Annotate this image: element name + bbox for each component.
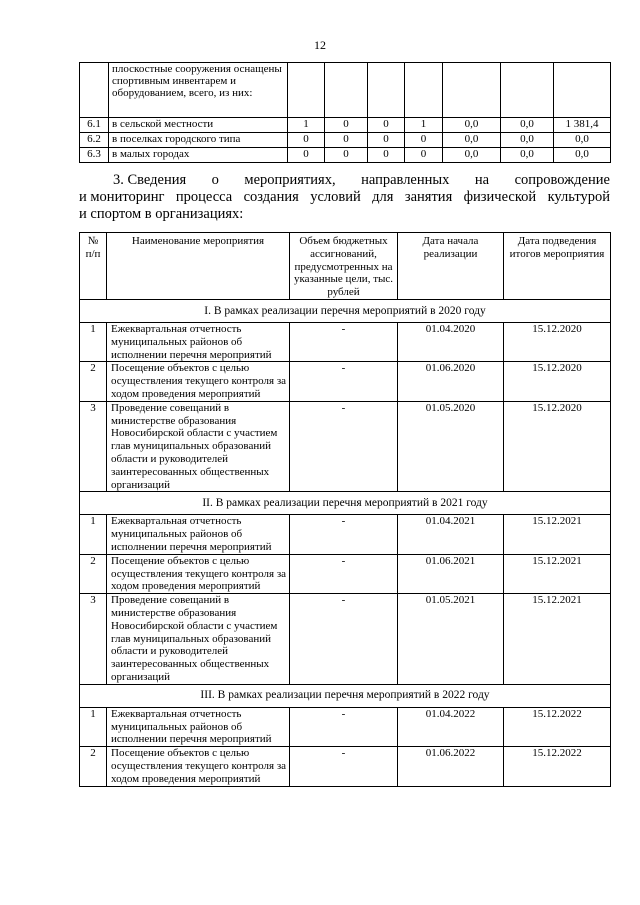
cell-value: 0 bbox=[368, 133, 405, 148]
paragraph-line bbox=[79, 189, 610, 206]
paragraph-word: направленных bbox=[361, 172, 450, 188]
table-header-row bbox=[80, 233, 611, 300]
table-row bbox=[80, 401, 611, 492]
section-title: II. В рамках реализации перечня мероприятий в 2021 году bbox=[80, 492, 611, 515]
paragraph-line: и спортом в организациях: bbox=[79, 206, 244, 222]
cell-value: 0,0 bbox=[501, 118, 554, 133]
row-name: Посещение объектов с целью осуществления текущего контроля за ходом проведения мероприятий bbox=[107, 362, 290, 401]
row-end: 15.12.2020 bbox=[504, 362, 611, 401]
row-number: 1 bbox=[80, 515, 107, 554]
row-name: Посещение объектов с целью осуществления текущего контроля за ходом проведения мероприятий bbox=[107, 554, 290, 593]
cell-value: 1 bbox=[288, 118, 325, 133]
cell-value: 0 bbox=[405, 133, 443, 148]
row-start: 01.06.2021 bbox=[398, 554, 504, 593]
row-start: 01.04.2020 bbox=[398, 323, 504, 362]
row-number: 2 bbox=[80, 362, 107, 401]
row-start: 01.04.2022 bbox=[398, 707, 504, 746]
cell-value: 0,0 bbox=[554, 148, 611, 163]
row-number: 6.3 bbox=[80, 148, 109, 163]
paragraph-word: на bbox=[474, 172, 490, 188]
row-number: 3 bbox=[80, 401, 107, 492]
table-row bbox=[80, 148, 611, 163]
row-name: в сельской местности bbox=[109, 118, 288, 133]
row-budget: - bbox=[290, 707, 398, 746]
section-title: III. В рамках реализации перечня мероприятий в 2022 году bbox=[80, 684, 611, 707]
row-end: 15.12.2022 bbox=[504, 707, 611, 746]
row-end: 15.12.2020 bbox=[504, 323, 611, 362]
section-row bbox=[80, 300, 611, 323]
row-name: Посещение объектов с целью осуществления текущего контроля за ходом проведения мероприятий bbox=[107, 747, 290, 786]
cell-value: 0 bbox=[325, 118, 368, 133]
section-row bbox=[80, 684, 611, 707]
row-end: 15.12.2021 bbox=[504, 515, 611, 554]
measures-table bbox=[79, 232, 611, 787]
cell-value: 0,0 bbox=[554, 133, 611, 148]
cell-value: 0 bbox=[325, 148, 368, 163]
row-budget: - bbox=[290, 554, 398, 593]
cell-value: 1 381,4 bbox=[554, 118, 611, 133]
paragraph-word: для bbox=[372, 189, 394, 205]
section-title: I. В рамках реализации перечня мероприятий в 2020 году bbox=[80, 300, 611, 323]
paragraph-word: и мониторинг bbox=[79, 189, 165, 205]
header-name: Наименование мероприятия bbox=[107, 233, 290, 300]
row-start: 01.05.2021 bbox=[398, 594, 504, 685]
paragraph-word: создания bbox=[243, 189, 299, 205]
row-name: Ежеквартальная отчетность муниципальных районов об исполнении перечня мероприятий bbox=[107, 515, 290, 554]
row-name: плоскостные сооружения оснащены спортивным инвентарем и оборудованием, всего, из них: bbox=[109, 63, 288, 118]
table-row bbox=[80, 63, 611, 118]
paragraph-word: культурой bbox=[547, 189, 610, 205]
table-row bbox=[80, 515, 611, 554]
cell-value: 0 bbox=[325, 133, 368, 148]
paragraph-word: о bbox=[211, 172, 219, 188]
cell-value: 0 bbox=[368, 148, 405, 163]
cell-value: 0 bbox=[368, 118, 405, 133]
row-budget: - bbox=[290, 323, 398, 362]
row-budget: - bbox=[290, 747, 398, 786]
paragraph-word: сопровождение bbox=[514, 172, 610, 188]
section-paragraph bbox=[79, 172, 610, 223]
row-number: 1 bbox=[80, 323, 107, 362]
row-number: 2 bbox=[80, 554, 107, 593]
table-row bbox=[80, 554, 611, 593]
cell-value: 0,0 bbox=[443, 148, 501, 163]
row-start: 01.06.2022 bbox=[398, 747, 504, 786]
table-row bbox=[80, 362, 611, 401]
row-end: 15.12.2022 bbox=[504, 747, 611, 786]
row-name: Ежеквартальная отчетность муниципальных районов об исполнении перечня мероприятий bbox=[107, 323, 290, 362]
cell-value: 0,0 bbox=[443, 118, 501, 133]
row-number: 6.2 bbox=[80, 133, 109, 148]
row-name: Ежеквартальная отчетность муниципальных районов об исполнении перечня мероприятий bbox=[107, 707, 290, 746]
row-end: 15.12.2020 bbox=[504, 401, 611, 492]
header-start: Дата начала реализации bbox=[398, 233, 504, 300]
row-budget: - bbox=[290, 401, 398, 492]
row-number: 2 bbox=[80, 747, 107, 786]
row-name: в поселках городского типа bbox=[109, 133, 288, 148]
row-number: 3 bbox=[80, 594, 107, 685]
table-row bbox=[80, 747, 611, 786]
row-name: в малых городах bbox=[109, 148, 288, 163]
row-end: 15.12.2021 bbox=[504, 594, 611, 685]
cell-value: 1 bbox=[405, 118, 443, 133]
paragraph-word: условий bbox=[310, 189, 361, 205]
header-end: Дата подведения итогов мероприятия bbox=[504, 233, 611, 300]
table-row bbox=[80, 707, 611, 746]
table-row bbox=[80, 594, 611, 685]
row-budget: - bbox=[290, 362, 398, 401]
cell-value: 0 bbox=[405, 148, 443, 163]
table-row bbox=[80, 323, 611, 362]
paragraph-line bbox=[79, 172, 610, 189]
paragraph-word: занятия bbox=[404, 189, 453, 205]
page-number: 12 bbox=[314, 38, 326, 52]
table-row bbox=[80, 118, 611, 133]
row-number: 1 bbox=[80, 707, 107, 746]
paragraph-word: физической bbox=[463, 189, 537, 205]
table-row bbox=[80, 133, 611, 148]
cell-value: 0,0 bbox=[501, 148, 554, 163]
row-number bbox=[80, 63, 109, 118]
indicators-table bbox=[79, 62, 611, 163]
cell-value: 0 bbox=[288, 133, 325, 148]
header-budget: Объем бюджетных ассигнований, предусмотренных на указанные цели, тыс. рублей bbox=[290, 233, 398, 300]
paragraph-word: мероприятиях, bbox=[244, 172, 336, 188]
cell-value: 0,0 bbox=[443, 133, 501, 148]
header-num: № п/п bbox=[80, 233, 107, 300]
paragraph-word: процесса bbox=[175, 189, 233, 205]
row-budget: - bbox=[290, 515, 398, 554]
row-number: 6.1 bbox=[80, 118, 109, 133]
section-row bbox=[80, 492, 611, 515]
row-start: 01.05.2020 bbox=[398, 401, 504, 492]
paragraph-word: 3. Сведения bbox=[113, 172, 187, 188]
row-budget: - bbox=[290, 594, 398, 685]
cell-value: 0,0 bbox=[501, 133, 554, 148]
row-name: Проведение совещаний в министерстве образования Новосибирской области с участием глав муниципальных образований области и руководителей заинтересованных общественных организаций bbox=[107, 401, 290, 492]
cell-value: 0 bbox=[288, 148, 325, 163]
row-name: Проведение совещаний в министерстве образования Новосибирской области с участием глав муниципальных образований области и руководителей заинтересованных общественных организаций bbox=[107, 594, 290, 685]
row-end: 15.12.2021 bbox=[504, 554, 611, 593]
row-start: 01.06.2020 bbox=[398, 362, 504, 401]
row-start: 01.04.2021 bbox=[398, 515, 504, 554]
